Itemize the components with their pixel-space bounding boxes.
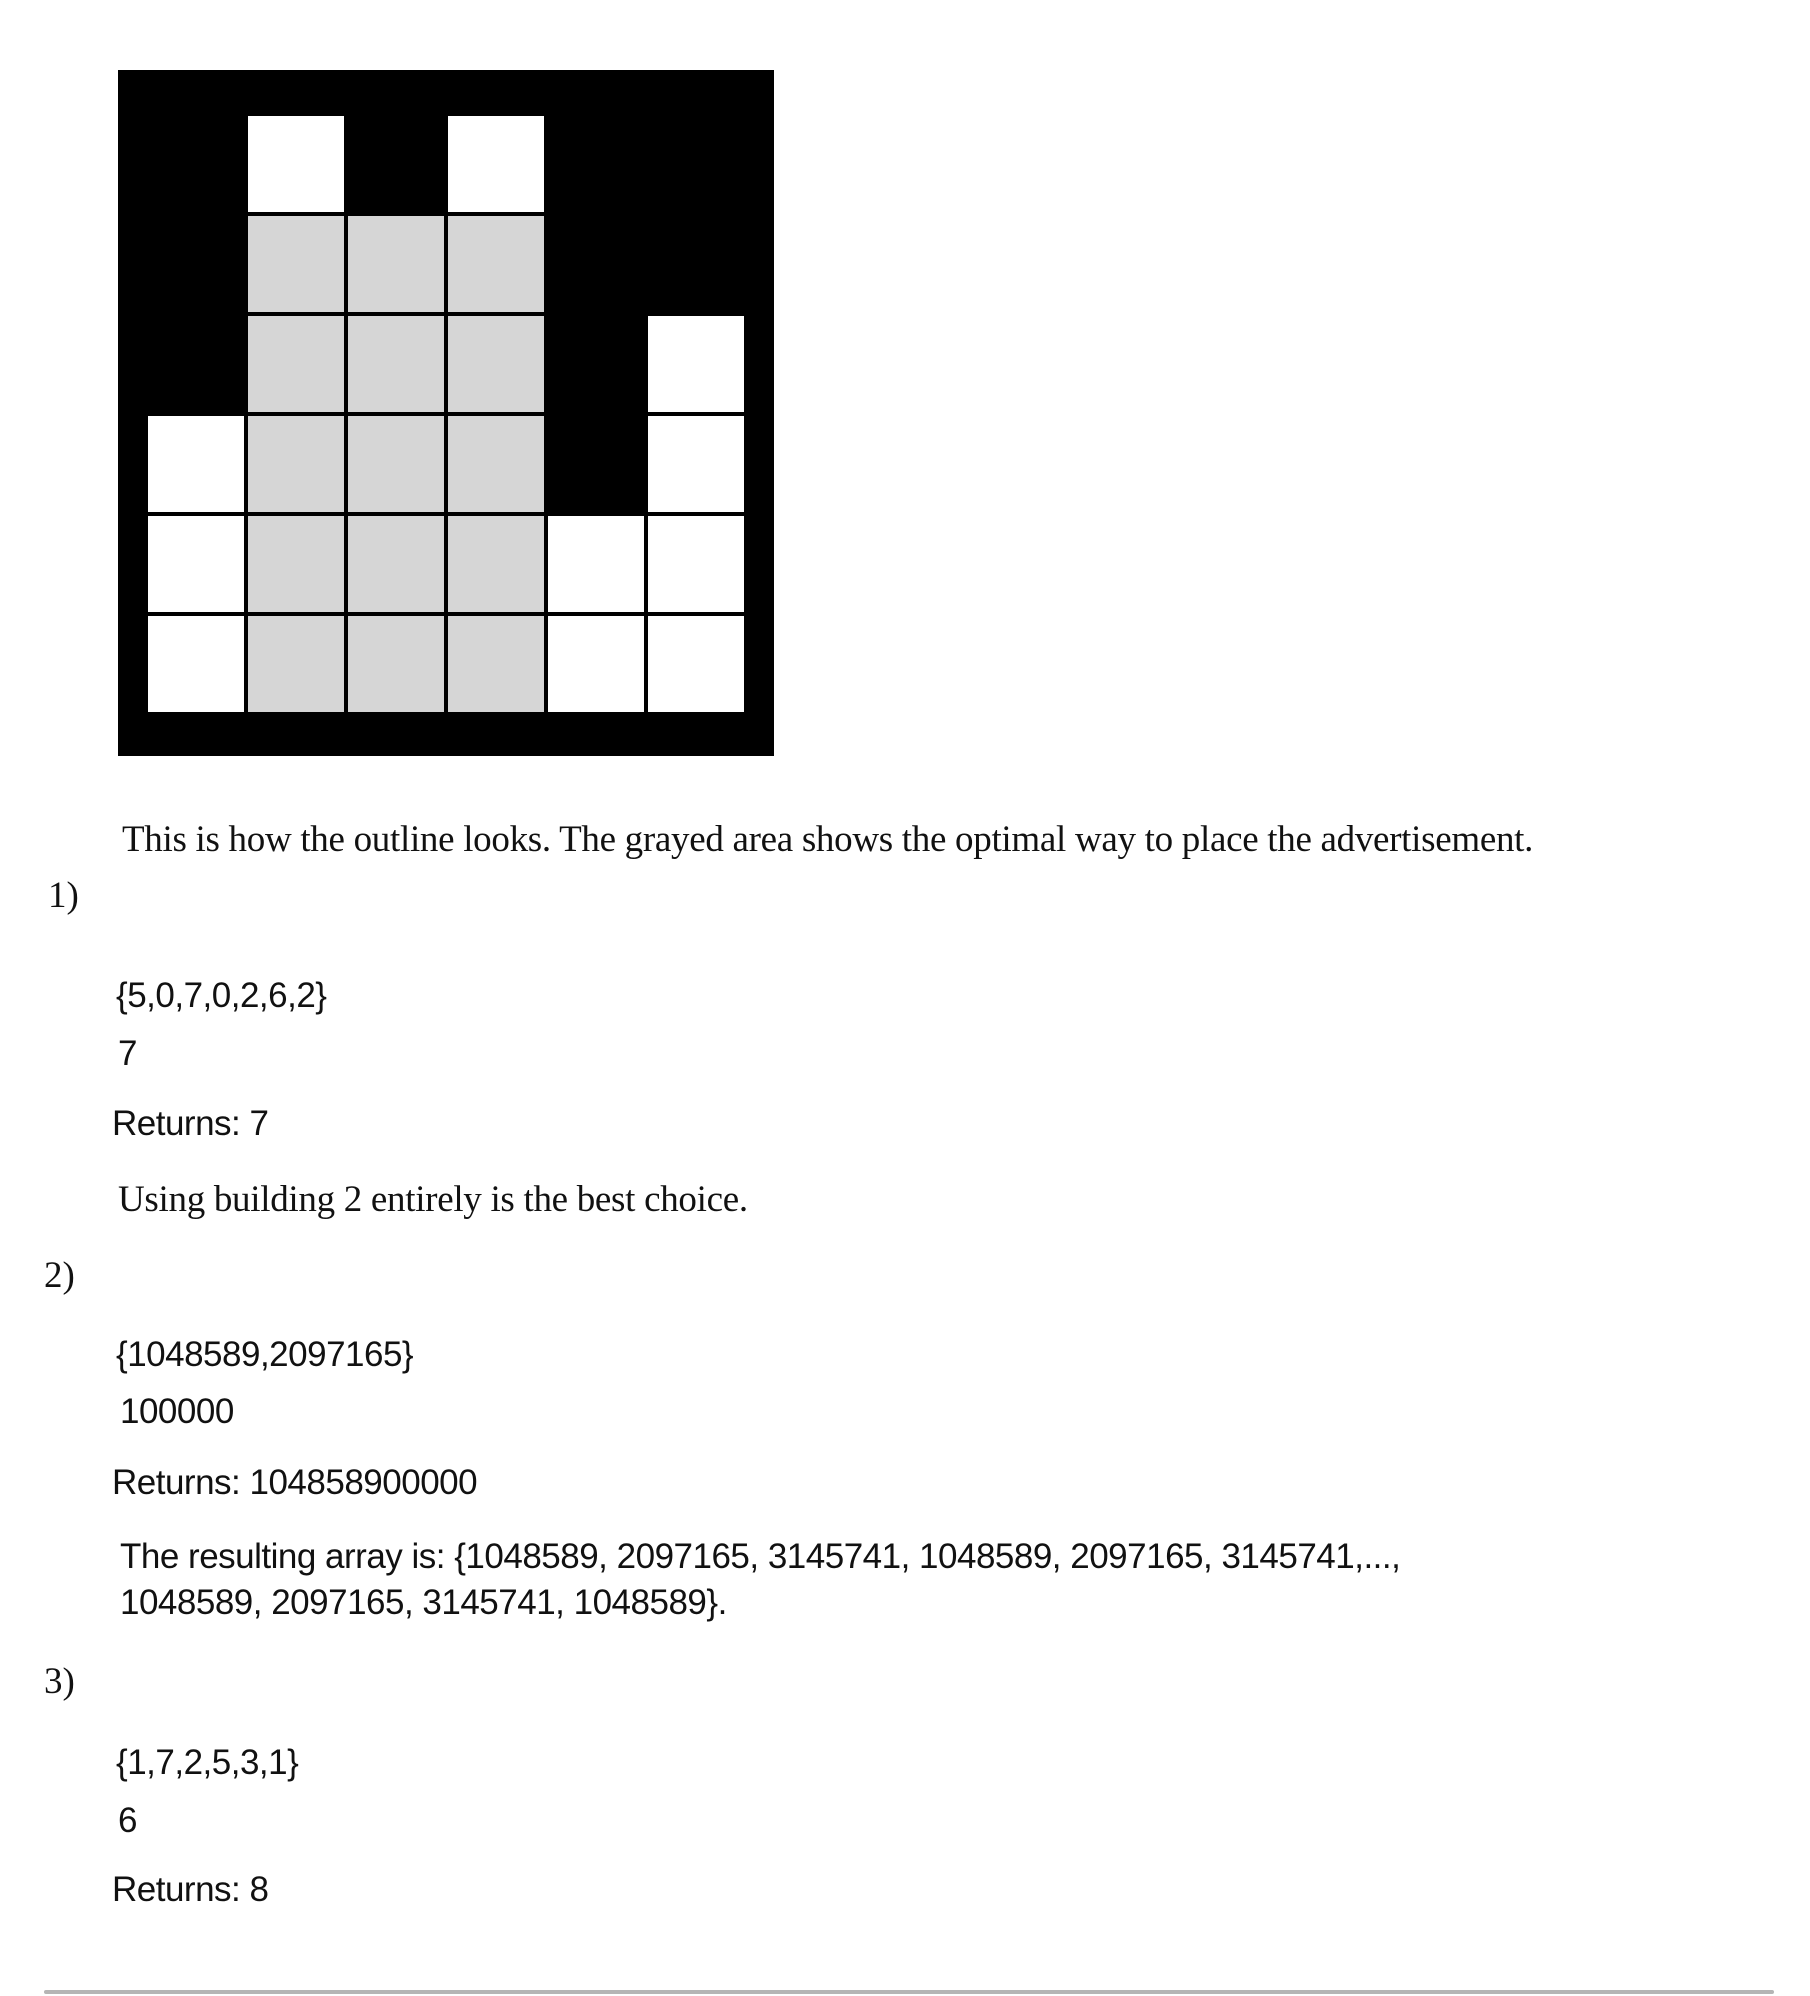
building-cell: [548, 516, 644, 612]
building-cell: [448, 116, 544, 212]
building-cell: [648, 416, 744, 512]
advertisement-cell: [448, 416, 544, 512]
example-3-input-n: 6: [118, 1801, 137, 1840]
figure-caption: This is how the outline looks. The grayed area shows the optimal way to place the advertisement.: [122, 819, 1534, 860]
advertisement-cell: [448, 516, 544, 612]
bottom-divider: [44, 1990, 1774, 1994]
example-1-returns: Returns: 7: [112, 1104, 269, 1143]
building-cell: [148, 516, 244, 612]
advertisement-cell: [248, 216, 344, 312]
building-cell: [648, 516, 744, 612]
advertisement-cell: [448, 616, 544, 712]
building-cell: [648, 316, 744, 412]
advertisement-cell: [348, 216, 444, 312]
building-cell: [148, 616, 244, 712]
advertisement-cell: [448, 216, 544, 312]
building-cell: [148, 416, 244, 512]
example-1-number: 1): [48, 875, 79, 916]
example-1-input-n: 7: [118, 1034, 137, 1073]
example-2-input-n: 100000: [120, 1392, 234, 1431]
building-cell: [548, 616, 644, 712]
advertisement-cell: [348, 316, 444, 412]
example-3-returns: Returns: 8: [112, 1870, 269, 1909]
example-2-number: 2): [44, 1255, 75, 1296]
building-cell: [248, 116, 344, 212]
advertisement-cell: [348, 516, 444, 612]
example-3-input-array: {1,7,2,5,3,1}: [116, 1743, 299, 1782]
building-cell: [648, 616, 744, 712]
example-2-returns: Returns: 104858900000: [112, 1463, 478, 1502]
advertisement-cell: [248, 416, 344, 512]
building-outline-figure: [118, 70, 774, 756]
example-2-note-line-1: The resulting array is: {1048589, 2097165, 3145741, 1048589, 2097165, 3145741,...,: [120, 1537, 1401, 1576]
advertisement-cell: [248, 316, 344, 412]
example-2-note-line-2: 1048589, 2097165, 3145741, 1048589}.: [120, 1583, 727, 1622]
advertisement-cell: [348, 616, 444, 712]
advertisement-cell: [248, 616, 344, 712]
example-1-input-array: {5,0,7,0,2,6,2}: [116, 976, 327, 1015]
advertisement-cell: [248, 516, 344, 612]
example-1-note: Using building 2 entirely is the best choice.: [118, 1179, 748, 1220]
advertisement-cell: [448, 316, 544, 412]
advertisement-cell: [348, 416, 444, 512]
example-2-input-array: {1048589,2097165}: [116, 1335, 414, 1374]
example-3-number: 3): [44, 1661, 75, 1702]
